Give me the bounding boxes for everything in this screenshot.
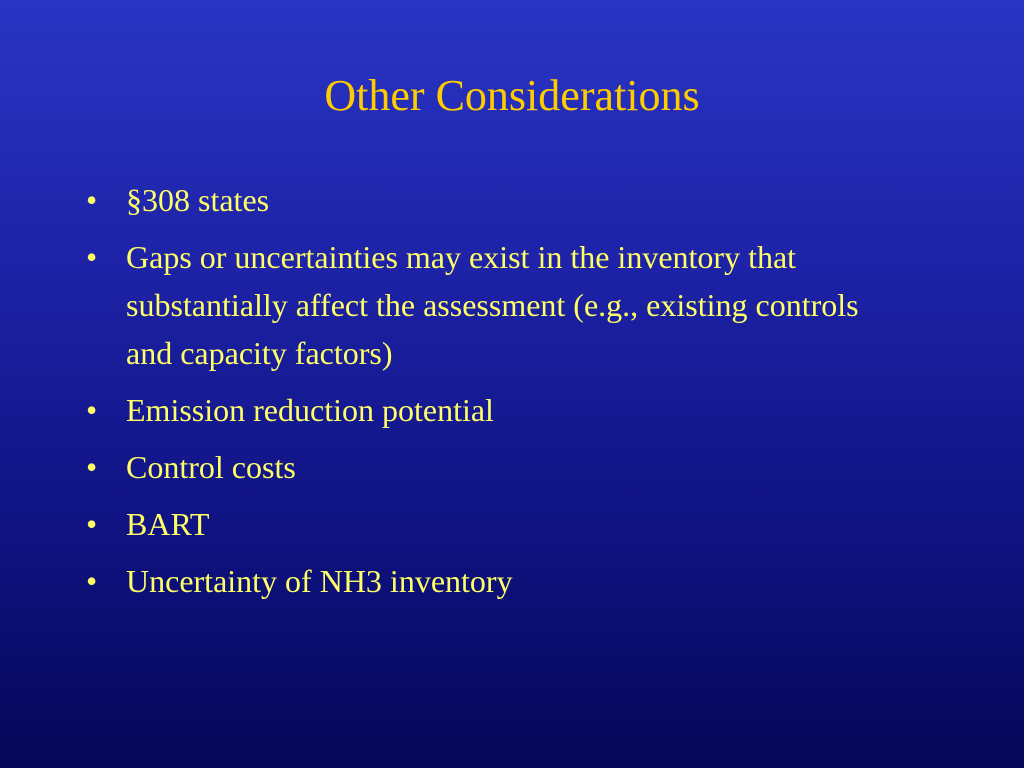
bullet-item — [86, 500, 906, 548]
bullet-item — [86, 386, 906, 434]
bullet-dot-icon: • — [86, 506, 98, 542]
bullet-dot-icon: • — [86, 239, 98, 275]
bullet-dot-icon: • — [86, 563, 98, 599]
bullet-item — [86, 557, 906, 605]
bullet-item — [86, 176, 906, 224]
bullet-dot-icon: • — [86, 182, 98, 218]
slide-title: Other Considerations — [324, 71, 700, 120]
bullet-text: Gaps or uncertainties may exist in the inventory that substantially affect the assessment (e.g., existing controls and capacity factors) — [126, 239, 859, 371]
bullet-text: Uncertainty of NH3 inventory — [126, 563, 513, 599]
bullet-text: BART — [126, 506, 210, 542]
bullet-dot-icon: • — [86, 392, 98, 428]
bullet-item — [86, 233, 906, 377]
bullet-item — [86, 443, 906, 491]
bullet-text: Emission reduction potential — [126, 392, 494, 428]
bullet-text: §308 states — [126, 182, 270, 218]
bullet-text: Control costs — [126, 449, 296, 485]
bullet-list — [86, 176, 906, 614]
bullet-dot-icon: • — [86, 449, 98, 485]
